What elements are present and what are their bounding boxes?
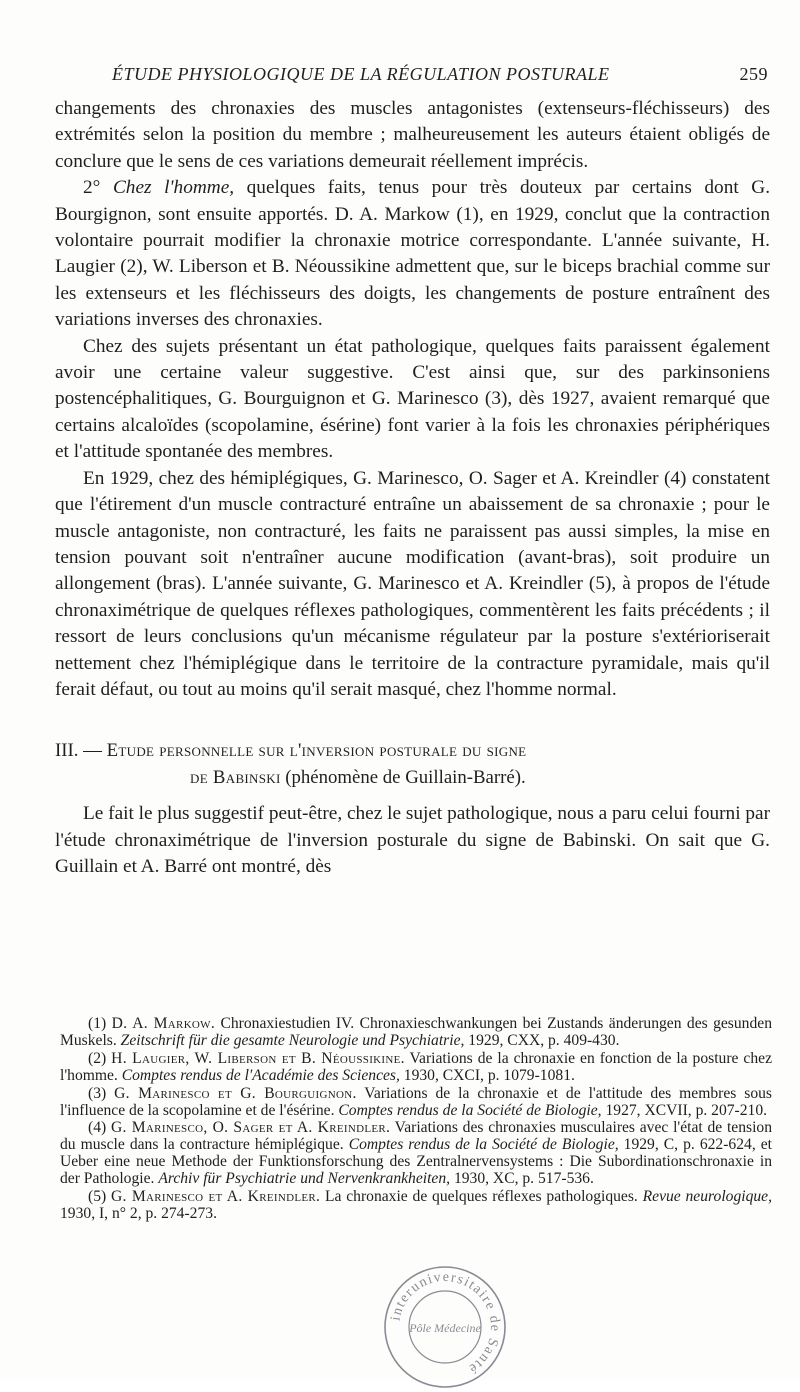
footnote-ref-2: 1930, XC, p. 517-536.	[450, 1170, 594, 1188]
footnote-ref: 1930, CXCI, p. 1079-1081.	[399, 1066, 575, 1084]
footnote-journal: Zeitschrift für die gesamte Neurologie und Psychiatrie,	[120, 1031, 465, 1049]
footnote-mark: (1)	[88, 1015, 112, 1032]
paragraph-2-lead: 2°	[83, 177, 113, 199]
footnote-ref: 1929, C, p. 622-624, et Ueber eine neue Methode der Funktionsforschung des Zentralnervensystems : Die Subordinationschronaxie in der Pathologie.	[60, 1136, 772, 1188]
paragraph-1: changements des chronaxies des muscles antagonistes (extenseurs-fléchisseurs) des extrémités selon la position du membre ; malheureusement les auteurs étaient obligés de conclure que le sens de ces variations demeurait réellement imprécis.	[55, 98, 770, 172]
footnote-ref: 1930, I, n° 2, p. 274-273.	[60, 1204, 217, 1222]
footnote-journal-2: Archiv für Psychiatrie und Nervenkrankheiten,	[158, 1170, 451, 1188]
footnote-text: Chronaxiestudien IV. Chronaxieschwankungen bei Zustands änderungen des gesunden Muskels.	[60, 1015, 772, 1049]
footnote-mark: (4)	[88, 1119, 111, 1137]
paragraph-5: Le fait le plus suggestif peut-être, chez le sujet pathologique, nous a paru celui fourni par l'étude chronaximétrique de l'inversion posturale du signe de Babinski. On sait que G. Guillain et A. Barré ont montré, dès	[55, 803, 770, 878]
section-heading	[55, 737, 770, 791]
footnote-ref: 1929, CXX, p. 409-430.	[464, 1031, 620, 1049]
paragraph-3: Chez des sujets présentant un état pathologique, quelques faits paraissent également avoir une certaine valeur suggestive. C'est ainsi que, sur des parkinsoniens postencéphalitiques, G. Bourguignon et G. Marinesco (3), dès 1927, avaient remarqué que certains alcaloïdes (scopolamine, ésérine) font varier à la fois les chronaxies périphériques et l'attitude spontanée des membres.	[55, 335, 770, 463]
footnote-3	[60, 1086, 772, 1120]
page-number: 259	[739, 64, 768, 84]
main-text	[55, 96, 770, 881]
running-title: ÉTUDE PHYSIOLOGIQUE DE LA RÉGULATION POSTURALE	[112, 64, 610, 84]
library-stamp	[380, 1262, 510, 1392]
section-numeral: III. —	[55, 740, 107, 762]
footnote-author: G. Marinesco et A. Kreindler.	[110, 1188, 321, 1206]
paragraph-4: En 1929, chez des hémiplégiques, G. Marinesco, O. Sager et A. Kreindler (4) constatent que l'étirement d'un muscle contracturé entraîne un abaissement de sa chronaxie ; pour le muscle antagoniste, non contracturé, les faits ne paraissent pas aussi simples, la mise en tension pouvant soit n'entraîner aucune modification (avant-bras), soit produire un allongement (bras). L'année suivante, G. Marinesco et A. Kreindler (5), à propos de l'étude chronaximétrique de quelques réflexes pathologiques, commentèrent les faits précédents ; il ressort de leurs conclusions qu'un mécanisme régulateur par la posture s'extérioriserait nettement chez l'hémiplégique dans le territoire de la contracture pyramidale, mais qu'il ferait défaut, ou tout au moins qu'il serait masqué, chez l'homme normal.	[55, 467, 770, 700]
running-header	[0, 64, 800, 88]
section-heading-line-2	[55, 764, 770, 791]
footnote-4	[60, 1120, 772, 1188]
section-heading-line-1	[55, 737, 770, 764]
footnote-author: G. Marinesco et G. Bourguignon.	[114, 1084, 357, 1102]
stamp-ring-textpath: interuniversitaire de Santé	[388, 1269, 503, 1377]
footnote-mark: (2)	[88, 1049, 112, 1067]
footnote-journal: Comptes rendus de la Société de Biologie,	[338, 1101, 602, 1119]
footnote-journal: Revue neurologique,	[642, 1188, 772, 1206]
footnote-author: D. A. Markow.	[111, 1015, 216, 1032]
footnote-1	[60, 1016, 772, 1050]
section-title-part-2: de Babinski	[190, 767, 281, 789]
footnote-text: Variations de la chronaxie en fonction de la posture chez l'homme.	[60, 1049, 772, 1084]
footnote-journal: Comptes rendus de la Société de Biologie,	[348, 1136, 619, 1154]
footnote-text: Variations de la chronaxie et de l'attitude des membres sous l'influence de la scopolamine et de l'ésérine.	[60, 1084, 772, 1119]
footnote-mark: (3)	[88, 1084, 115, 1102]
footnote-text: La chronaxie de quelques réflexes pathologiques.	[320, 1188, 643, 1206]
footnote-text: Variations des chronaxies musculaires avec l'état de tension du muscle dans la contracture hémiplégique.	[60, 1119, 773, 1154]
footnote-author: H. Laugier, W. Liberson et B. Néoussikine.	[111, 1049, 405, 1067]
paragraph-2-text: quelques faits, tenus pour très douteux par certains dont G. Bourgignon, sont ensuite apportés. D. A. Markow (1), en 1929, conclut que la contraction volontaire pourrait modifier la chronaxie motrice correspondante. L'année suivante, H. Laugier (2), W. Liberson et B. Néoussikine admettent que, sur le biceps brachial comme sur les extenseurs et les fléchisseurs des doigts, les changements de posture entraînent des variations inverses des chronaxies.	[55, 177, 771, 331]
footnote-5	[60, 1189, 772, 1223]
footnote-ref: 1927, XCVII, p. 207-210.	[601, 1101, 768, 1119]
footnote-mark: (5)	[88, 1188, 111, 1206]
section-title-tail: (phénomène de Guillain-Barré).	[280, 767, 526, 789]
footnote-author: G. Marinesco, O. Sager et A. Kreindler.	[110, 1119, 391, 1137]
footnote-2	[60, 1051, 772, 1085]
footnote-journal: Comptes rendus de l'Académie des Sciences,	[121, 1066, 400, 1084]
paragraph-2	[55, 175, 770, 333]
section-title-part-1: Etude personnelle sur l'inversion posturale du signe	[106, 740, 527, 762]
stamp-center-text: Pôle Médecine	[409, 1321, 481, 1335]
paragraph-2-emphasis: Chez l'homme,	[112, 177, 235, 199]
footnotes	[60, 1016, 772, 1224]
